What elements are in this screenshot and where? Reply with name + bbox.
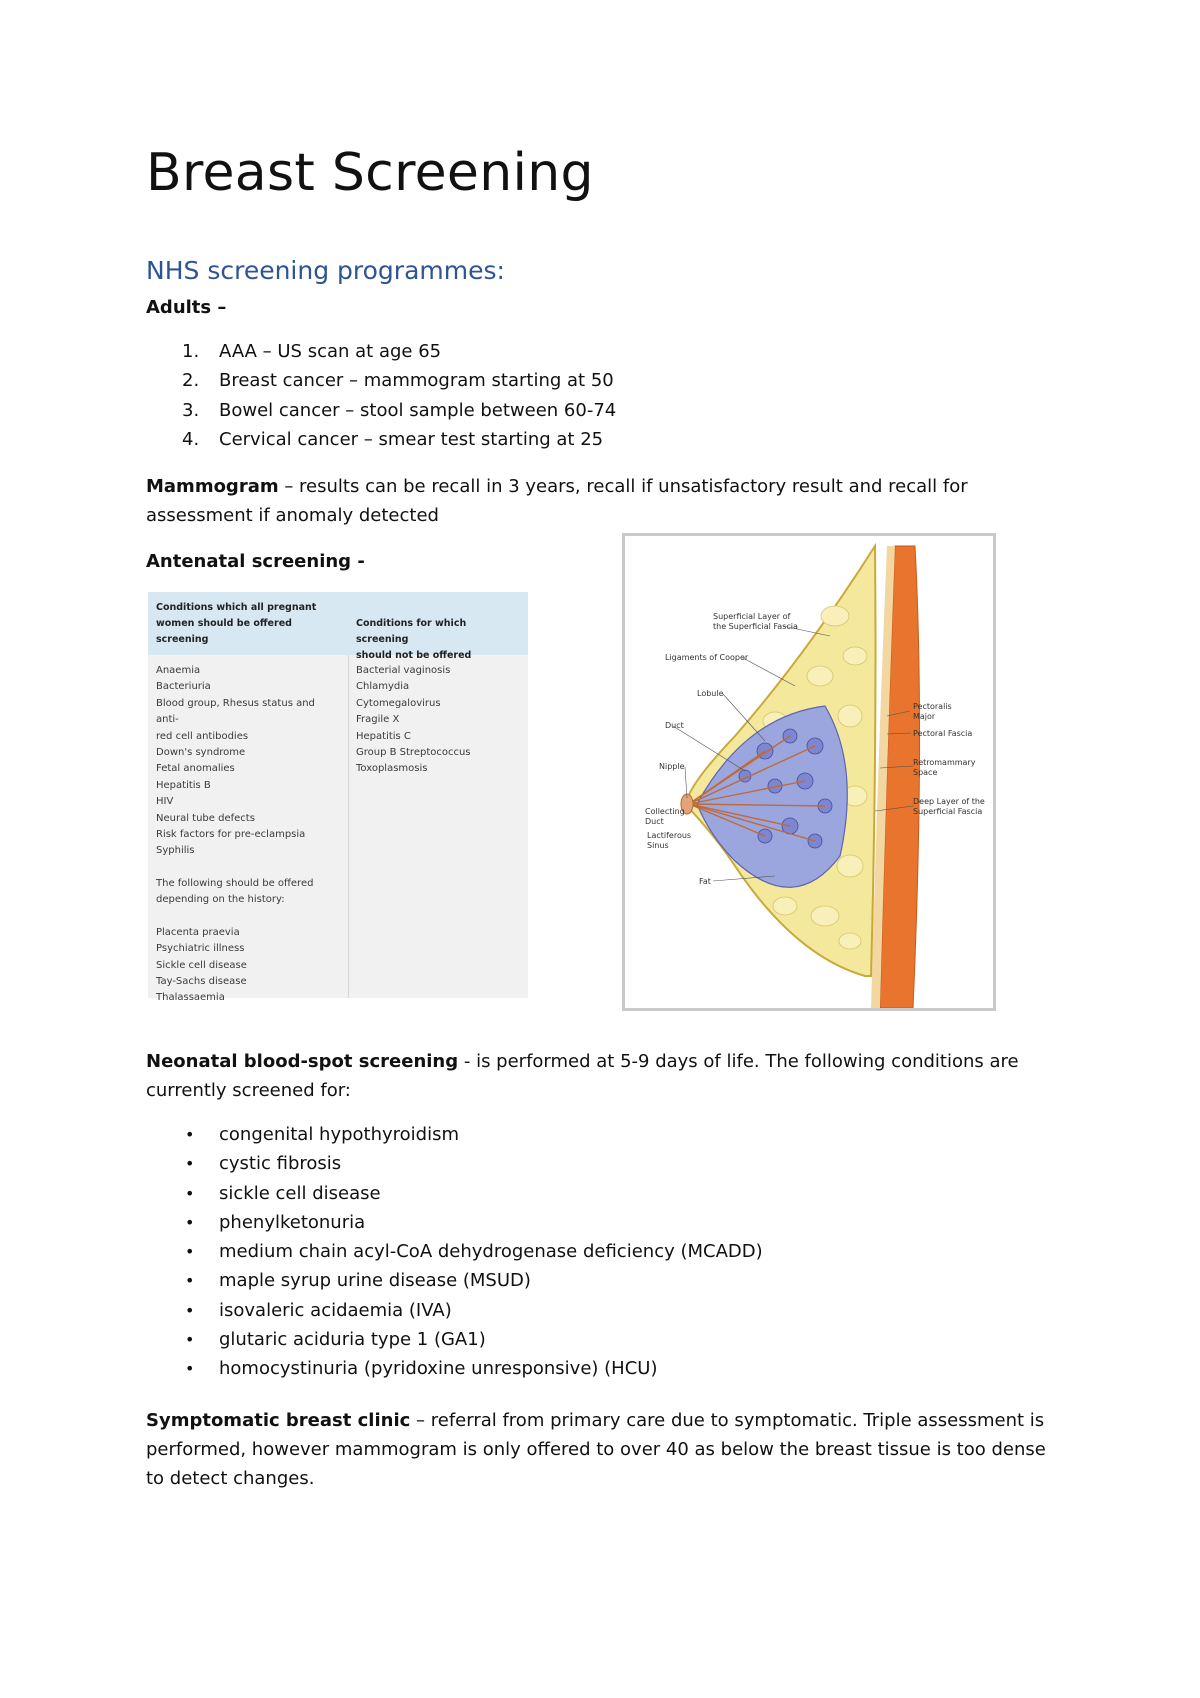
label-pectoral-fascia: Pectoral Fascia — [913, 729, 973, 738]
label-major: Major — [913, 712, 936, 721]
list-item: • congenital hypothyroidism — [185, 1124, 460, 1145]
neonatal-conditions-list — [146, 1120, 763, 1384]
label-fat: Fat — [699, 877, 711, 886]
table-header: Conditions for which screening should not be offered — [348, 592, 528, 655]
list-item: • maple syrup urine disease (MSUD) — [185, 1270, 531, 1292]
list-item: • cystic fibrosis — [185, 1153, 342, 1175]
list-item: • homocystinuria (pyridoxine unresponsive) (HCU) — [185, 1358, 658, 1380]
label-collecting-duct: Duct — [645, 817, 664, 826]
table-header: Conditions which all pregnant women should be offered screening — [148, 592, 348, 655]
page-title: Breast Screening — [146, 143, 594, 203]
list-item: • isovaleric acidaemia (IVA) — [185, 1299, 452, 1321]
breast-anatomy-diagram — [622, 533, 996, 1011]
table-cell: Anaemia Bacteriuria Blood group, Rhesus status and anti- red cell antibodies Down's syndrome Fetal anomalies Hepatitis B HIV Neural tube defects Risk factors for pre-eclampsia Syphilis The following should be offered depending on the history: Placenta praevia Psychiatric illness Sickle cell disease Tay-Sachs disease Thalassaemia — [156, 665, 315, 1004]
label-collecting: Collecting — [645, 807, 685, 816]
label-sinus: Sinus — [647, 841, 669, 850]
label-space: Space — [913, 768, 938, 777]
table-column-not-offered — [348, 592, 528, 998]
list-item: 3. Bowel cancer – stool sample between 60-74 — [182, 399, 617, 421]
list-item: 1. AAA – US scan at age 65 — [182, 341, 442, 362]
table-cell: Bacterial vaginosis Chlamydia Cytomegalovirus Fragile X Hepatitis C Group B Streptococcus Toxoplasmosis — [356, 665, 471, 775]
antenatal-table — [148, 592, 528, 1004]
label-duct: Duct — [665, 721, 684, 730]
list-item: • sickle cell disease — [185, 1182, 381, 1204]
adults-label: Adults – — [146, 297, 227, 318]
list-item: 4. Cervical cancer – smear test starting at 25 — [182, 428, 604, 450]
label-deep-fascia: Superficial Fascia — [913, 807, 983, 816]
label-lobule: Lobule — [697, 689, 724, 698]
label-retromammary: Retromammary — [913, 758, 976, 767]
list-item: 2. Breast cancer – mammogram starting at 50 — [182, 370, 614, 392]
label-nipple: Nipple — [659, 762, 685, 771]
programmes-list — [146, 337, 616, 454]
mammogram-paragraph: Mammogram – results can be recall in 3 years, recall if unsatisfactory result and recall for assessment if anomaly detected — [146, 476, 968, 526]
anatomy-illustration — [625, 536, 993, 1008]
label-deep-layer: Deep Layer of the — [913, 797, 985, 806]
label-superficial-layer: Superficial Layer of — [713, 612, 791, 621]
symptomatic-paragraph: Symptomatic breast clinic – referral from primary care due to symptomatic. Triple assessment is performed, however mammogram is only offered to over 40 as below the breast tissue is too dense to detect changes. — [146, 1410, 1046, 1489]
section-heading: NHS screening programmes: — [146, 256, 505, 285]
label-superficial-fascia: the Superficial Fascia — [713, 622, 798, 631]
list-item: • medium chain acyl-CoA dehydrogenase deficiency (MCADD) — [185, 1241, 763, 1263]
list-item: • glutaric aciduria type 1 (GA1) — [185, 1329, 486, 1351]
list-item: • phenylketonuria — [185, 1211, 366, 1233]
table-column-offered — [148, 592, 349, 1004]
label-lactiferous: Lactiferous — [647, 831, 692, 840]
label-ligaments: Ligaments of Cooper — [665, 653, 749, 662]
antenatal-label: Antenatal screening - — [146, 551, 365, 572]
neonatal-paragraph: Neonatal blood-spot screening - is performed at 5-9 days of life. The following conditions are currently screened for: — [146, 1051, 1019, 1101]
label-pectoralis: Pectoralis — [913, 702, 952, 711]
